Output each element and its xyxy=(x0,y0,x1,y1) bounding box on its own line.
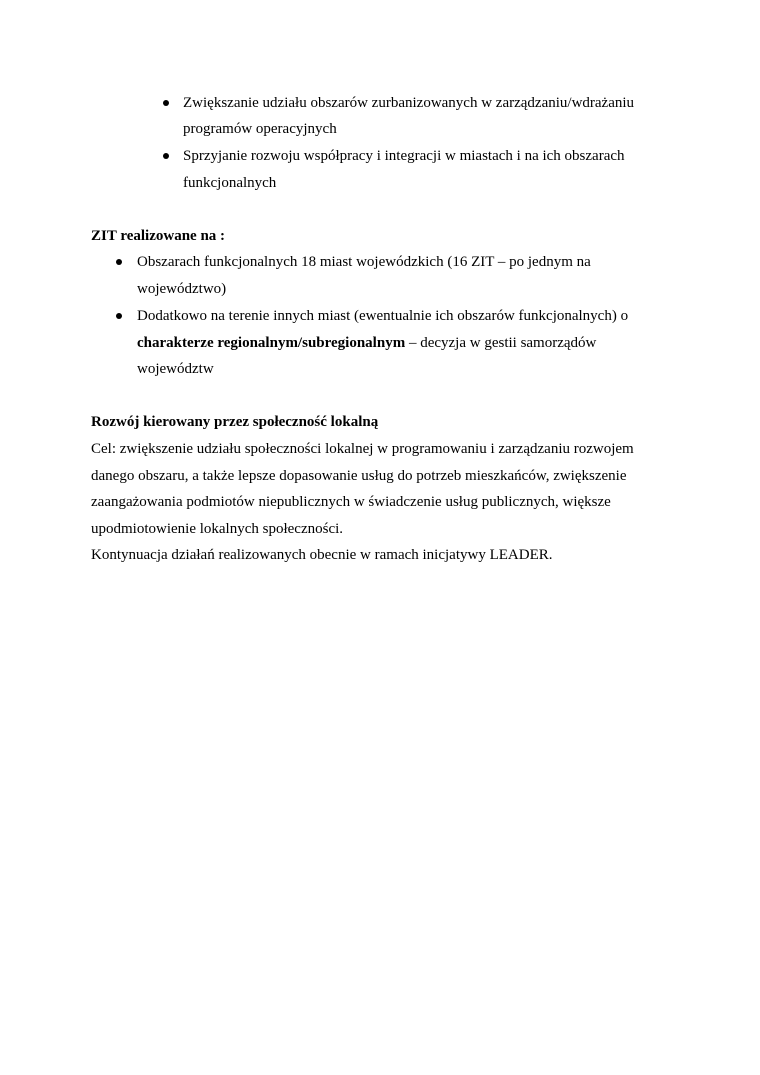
bullet-icon xyxy=(163,100,169,106)
zit-item-2-rest: – decyzja w gestii samorządów xyxy=(405,335,597,351)
top-list-item-1-line-2: programów operacyjnych xyxy=(183,121,337,137)
zit-heading: ZIT realizowane na : xyxy=(91,228,226,244)
top-list-item-2-line-1: Sprzyjanie rozwoju współpracy i integracji w miastach i na ich obszarach xyxy=(183,148,625,164)
bullet-icon xyxy=(163,153,169,159)
rklls-heading: Rozwój kierowany przez społeczność lokalną xyxy=(91,414,379,430)
zit-item-2-line-1: Dodatkowo na terenie innych miast (ewentualnie ich obszarów funkcjonalnych) o xyxy=(137,308,629,324)
zit-item-1-line-2: województwo) xyxy=(137,281,227,297)
zit-item-1-line-1: Obszarach funkcjonalnych 18 miast wojewódzkich (16 ZIT – po jednym na xyxy=(137,254,591,270)
top-list-item-1-line-1: Zwiększanie udziału obszarów zurbanizowanych w zarządzaniu/wdrażaniu xyxy=(183,95,635,111)
zit-item-2-bold: charakterze regionalnym/subregionalnym xyxy=(137,335,406,351)
rklls-para-line-1: Cel: zwiększenie udziału społeczności lokalnej w programowaniu i zarządzaniu rozwojem xyxy=(91,441,634,457)
rklls-para-line-3: zaangażowania podmiotów niepublicznych w świadczenie usług publicznych, większe xyxy=(91,494,611,510)
rklls-closing: Kontynuacja działań realizowanych obecnie w ramach inicjatywy LEADER. xyxy=(91,547,553,563)
zit-item-2-line-3: województw xyxy=(137,361,214,377)
zit-item-2-line-2 xyxy=(137,334,596,352)
top-list-item-2-line-2: funkcjonalnych xyxy=(183,175,277,191)
rklls-para-line-4: upodmiotowienie lokalnych społeczności. xyxy=(91,521,344,537)
bullet-icon xyxy=(116,313,122,319)
bullet-icon xyxy=(116,259,122,265)
rklls-para-line-2: danego obszaru, a także lepsze dopasowanie usług do potrzeb mieszkańców, zwiększenie xyxy=(91,468,627,484)
